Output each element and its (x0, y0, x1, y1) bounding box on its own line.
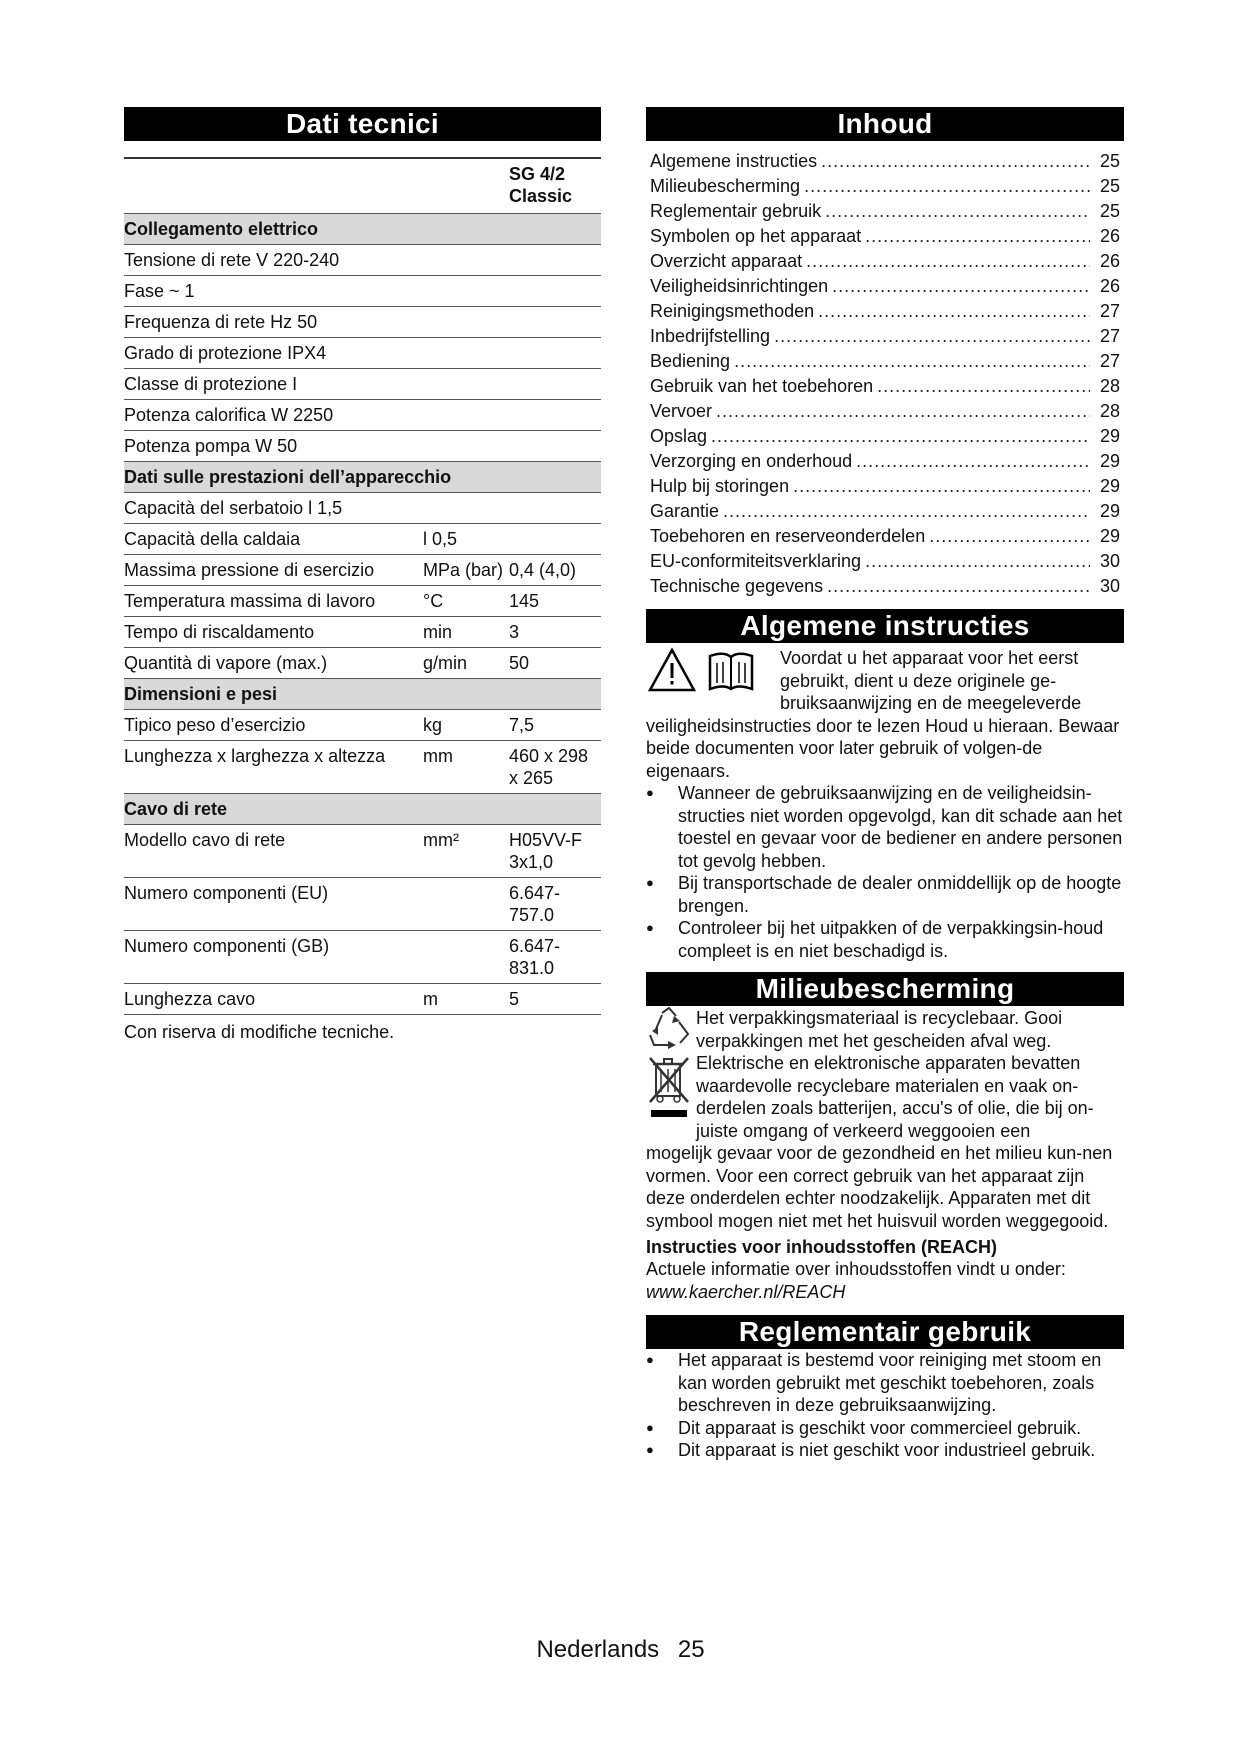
weee-block (646, 1052, 1124, 1142)
reglementair-bullets (646, 1349, 1124, 1462)
toc-page: 30 (1099, 551, 1120, 571)
cell-c3: 3 (509, 622, 520, 642)
table-row (124, 276, 601, 307)
table-row (124, 931, 601, 984)
cell-c2: °C (423, 591, 444, 611)
table-row (124, 825, 601, 878)
cell-c1: Fase ~ 1 (124, 281, 195, 301)
toc-page: 28 (1099, 376, 1120, 396)
toc-page: 27 (1099, 351, 1120, 371)
bullet-item: ● Dit apparaat is geschikt voor commercieel gebruik. (646, 1417, 1124, 1440)
section-row (124, 794, 601, 825)
table-row (124, 493, 601, 524)
toc-item[interactable] (650, 199, 1124, 224)
toc-label: Overzicht apparaat (650, 251, 803, 271)
toc-item[interactable] (650, 299, 1124, 324)
cell-c2: MPa (bar) (423, 560, 504, 580)
toc-item[interactable] (650, 524, 1124, 549)
toc-label: Bediening (650, 351, 731, 371)
reglementair-title: Reglementair gebruik (646, 1315, 1124, 1349)
reach-text: Actuele informatie over inhoudsstoffen vindt u onder: (646, 1259, 1066, 1279)
cell-c2: l 0,5 (423, 529, 458, 549)
cell-c3: 145 (509, 591, 540, 611)
cell-c1: Capacità della caldaia (124, 529, 301, 549)
cell-c2: m (423, 989, 438, 1009)
intro-text-continued: veiligheidsinstructies door te lezen Houd u hieraan. Bewaar beide documenten voor later gebruik of volgen-de eigenaars. (646, 715, 1120, 781)
table-row (124, 617, 601, 648)
cell-c3: 0,4 (4,0) (509, 560, 577, 580)
tech-data-title: Dati tecnici (124, 107, 601, 141)
cell-c1: Capacità del serbatoio l 1,5 (124, 498, 343, 518)
toc-title: Inhoud (646, 107, 1124, 141)
toc-label: Algemene instructies (650, 151, 818, 171)
content-column (646, 107, 1124, 1462)
cell-c2: mm (423, 746, 453, 766)
intro-text: Voordat u het apparaat voor het eerst gebruikt, dient u deze originele ge-bruiksaanwijzing en de meegeleverde (780, 648, 1082, 713)
toc-leader (804, 174, 1090, 199)
recycle-block (646, 1007, 1124, 1052)
toc-leader (856, 449, 1090, 474)
recycle-icon (646, 1007, 692, 1051)
cell-c1: Cavo di rete (124, 799, 228, 819)
cell-c1: Quantità di vapore (max.) (124, 653, 328, 673)
toc-item[interactable] (650, 249, 1124, 274)
cell-c1: Tempo di riscaldamento (124, 622, 315, 642)
toc-label: Opslag (650, 426, 708, 446)
toc-label: Technische gegevens (650, 576, 824, 596)
cell-c2 (423, 882, 509, 926)
cell-c1: Lunghezza cavo (124, 989, 256, 1009)
toc-label: Inbedrijfstelling (650, 326, 771, 346)
page-number: 25 (677, 1636, 705, 1663)
table-row (124, 338, 601, 369)
section-row (124, 679, 601, 710)
toc-page: 25 (1099, 176, 1120, 196)
toc-leader (723, 499, 1090, 524)
cell-c1: Modello cavo di rete (124, 830, 286, 850)
toc-leader (821, 149, 1090, 174)
cell-c1: Collegamento elettrico (124, 219, 319, 239)
toc-page: 29 (1099, 526, 1120, 546)
table-row (124, 741, 601, 794)
toc-page: 27 (1099, 301, 1120, 321)
toc-label: Vervoer (650, 401, 713, 421)
crossed-bin-icon (646, 1052, 692, 1136)
toc-item[interactable] (650, 574, 1124, 599)
table-row (124, 555, 601, 586)
weee-text-continued: mogelijk gevaar voor de gezondheid en het milieu kun-nen vormen. Voor een correct gebruik van het apparaat zijn deze onderdelen echter noodzakelijk. Apparaten met dit symbool mogen niet met het huisvuil worden weggegooid. (646, 1143, 1113, 1231)
toc-page: 30 (1099, 576, 1120, 596)
cell-c1: Frequenza di rete Hz 50 (124, 312, 318, 332)
cell-c1: Numero componenti (GB) (124, 936, 330, 956)
toc-page: 26 (1099, 251, 1120, 271)
toc-item[interactable] (650, 549, 1124, 574)
table-row (124, 369, 601, 400)
toc-item[interactable] (650, 474, 1124, 499)
footer-language: Nederlands (536, 1636, 660, 1663)
toc-leader (827, 574, 1090, 599)
cell-c1: Dati sulle prestazioni dell’apparecchio (124, 467, 452, 487)
cell-c2 (423, 935, 509, 979)
toc-label: Reglementair gebruik (650, 201, 822, 221)
toc-leader (793, 474, 1090, 499)
cell-c3: 7,5 (509, 715, 535, 735)
toc-page: 25 (1099, 201, 1120, 221)
toc-leader (716, 399, 1090, 424)
cell-c1: Dimensioni e pesi (124, 684, 278, 704)
bullet-item: ● Het apparaat is bestemd voor reiniging met stoom en kan worden gebruikt met geschikt toebehoren, zoals beschreven in deze gebruiksaanwijzing. (646, 1349, 1124, 1417)
model-header: SG 4/2 Classic (509, 164, 573, 206)
spec-note: Con riserva di modifiche tecniche. (124, 1022, 395, 1042)
cell-c2: g/min (423, 653, 468, 673)
bullet-item: ● Dit apparaat is niet geschikt voor industrieel gebruik. (646, 1439, 1124, 1462)
toc-item[interactable] (650, 424, 1124, 449)
toc-leader (774, 324, 1090, 349)
tech-data-column (124, 107, 601, 1043)
cell-c1: Potenza calorifica W 2250 (124, 405, 334, 425)
toc-label: Gebruik van het toebehoren (650, 376, 874, 396)
toc-item[interactable] (650, 149, 1124, 174)
toc-page: 29 (1099, 426, 1120, 446)
toc-item[interactable] (650, 399, 1124, 424)
toc-label: Milieubescherming (650, 176, 801, 196)
cell-c1: Potenza pompa W 50 (124, 436, 298, 456)
toc-page: 28 (1099, 401, 1120, 421)
toc-item[interactable] (650, 324, 1124, 349)
toc-label: Veiligheidsinrichtingen (650, 276, 829, 296)
table-row (124, 245, 601, 276)
toc-label: Hulp bij storingen (650, 476, 790, 496)
toc-leader (877, 374, 1090, 399)
section-row (124, 462, 601, 493)
toc-page: 29 (1099, 501, 1120, 521)
toc-item[interactable] (650, 349, 1124, 374)
cell-c3: 6.647-831.0 (509, 936, 561, 978)
toc-item[interactable] (650, 449, 1124, 474)
toc-label: Toebehoren en reserveonderdelen (650, 526, 926, 546)
algemene-bullets (646, 782, 1124, 962)
toc-item[interactable] (650, 499, 1124, 524)
table-row (124, 710, 601, 741)
cell-c2: min (423, 622, 453, 642)
table-row (124, 431, 601, 462)
cell-c1: Temperatura massima di lavoro (124, 591, 376, 611)
page-footer (0, 1636, 1241, 1664)
toc-leader (832, 274, 1090, 299)
bullet-item: ● Wanneer de gebruiksaanwijzing en de veiligheidsin-structies niet worden opgevolgd, kan dit schade aan het toestel en gevaar voor de bediener en andere personen tot gevolg hebben. (646, 782, 1124, 872)
reach-url[interactable]: www.kaercher.nl/REACH (646, 1281, 846, 1302)
toc-label: EU-conformiteitsverklaring (650, 551, 862, 571)
toc-leader (734, 349, 1090, 374)
cell-c1: Lunghezza x larghezza x altezza (124, 746, 386, 766)
toc-page: 26 (1099, 276, 1120, 296)
reach-heading: Instructies voor inhoudsstoffen (REACH) (646, 1237, 998, 1257)
cell-c2: mm² (423, 830, 459, 850)
toc-page: 29 (1099, 476, 1120, 496)
cell-c1: Classe di protezione I (124, 374, 298, 394)
cell-c3: 50 (509, 653, 530, 673)
bullet-item: ● Bij transportschade de dealer onmiddellijk op de hoogte brengen. (646, 872, 1124, 917)
cell-c1: Numero componenti (EU) (124, 883, 329, 903)
algemene-title: Algemene instructies (646, 609, 1124, 643)
toc-item[interactable] (650, 224, 1124, 249)
toc-leader (865, 224, 1090, 249)
toc-label: Verzorging en onderhoud (650, 451, 853, 471)
cell-c3: 5 (509, 989, 520, 1009)
cell-c3: 6.647-757.0 (509, 883, 561, 925)
table-of-contents (646, 149, 1124, 599)
toc-leader (818, 299, 1090, 324)
weee-text: Elektrische en elektronische apparaten bevatten waardevolle recyclebare materialen en vaak on-derdelen zoals batterijen, accu's of olie, die bij on-juiste omgang of verkeerd weggooien een (696, 1053, 1094, 1141)
toc-page: 29 (1099, 451, 1120, 471)
toc-item[interactable] (650, 274, 1124, 299)
table-header-row (124, 159, 601, 214)
cell-c1: Tensione di rete V 220-240 (124, 250, 340, 270)
cell-c3: 460 x 298 x 265 (509, 746, 589, 788)
cell-c1: Massima pressione di esercizio (124, 560, 375, 580)
cell-c1: Tipico peso d’esercizio (124, 715, 306, 735)
toc-page: 26 (1099, 226, 1120, 246)
table-row (124, 586, 601, 617)
section-row (124, 214, 601, 245)
table-row (124, 878, 601, 931)
table-row (124, 524, 601, 555)
toc-leader (865, 549, 1090, 574)
toc-label: Reinigingsmethoden (650, 301, 815, 321)
toc-leader (825, 199, 1090, 224)
toc-page: 25 (1099, 151, 1120, 171)
toc-label: Symbolen op het apparaat (650, 226, 862, 246)
table-row (124, 307, 601, 338)
milieu-title: Milieubescherming (646, 972, 1124, 1006)
warning-intro (646, 647, 1124, 715)
toc-item[interactable] (650, 174, 1124, 199)
warning-manual-icon (646, 647, 778, 693)
cell-c2: kg (423, 715, 443, 735)
toc-item[interactable] (650, 374, 1124, 399)
toc-leader (806, 249, 1090, 274)
bullet-item: ● Controleer bij het uitpakken of de verpakkingsin-houd compleet is en niet beschadigd is. (646, 917, 1124, 962)
table-row (124, 400, 601, 431)
table-row (124, 648, 601, 679)
cell-c3: H05VV-F 3x1,0 (509, 830, 583, 872)
table-row (124, 984, 601, 1015)
toc-label: Garantie (650, 501, 720, 521)
toc-page: 27 (1099, 326, 1120, 346)
toc-leader (929, 524, 1090, 549)
cell-c3 (509, 528, 601, 550)
toc-leader (711, 424, 1090, 449)
cell-c1: Grado di protezione IPX4 (124, 343, 327, 363)
tech-data-table (124, 157, 601, 1015)
recycle-text: Het verpakkingsmateriaal is recyclebaar. Gooi verpakkingen met het gescheiden afval weg. (696, 1008, 1063, 1051)
